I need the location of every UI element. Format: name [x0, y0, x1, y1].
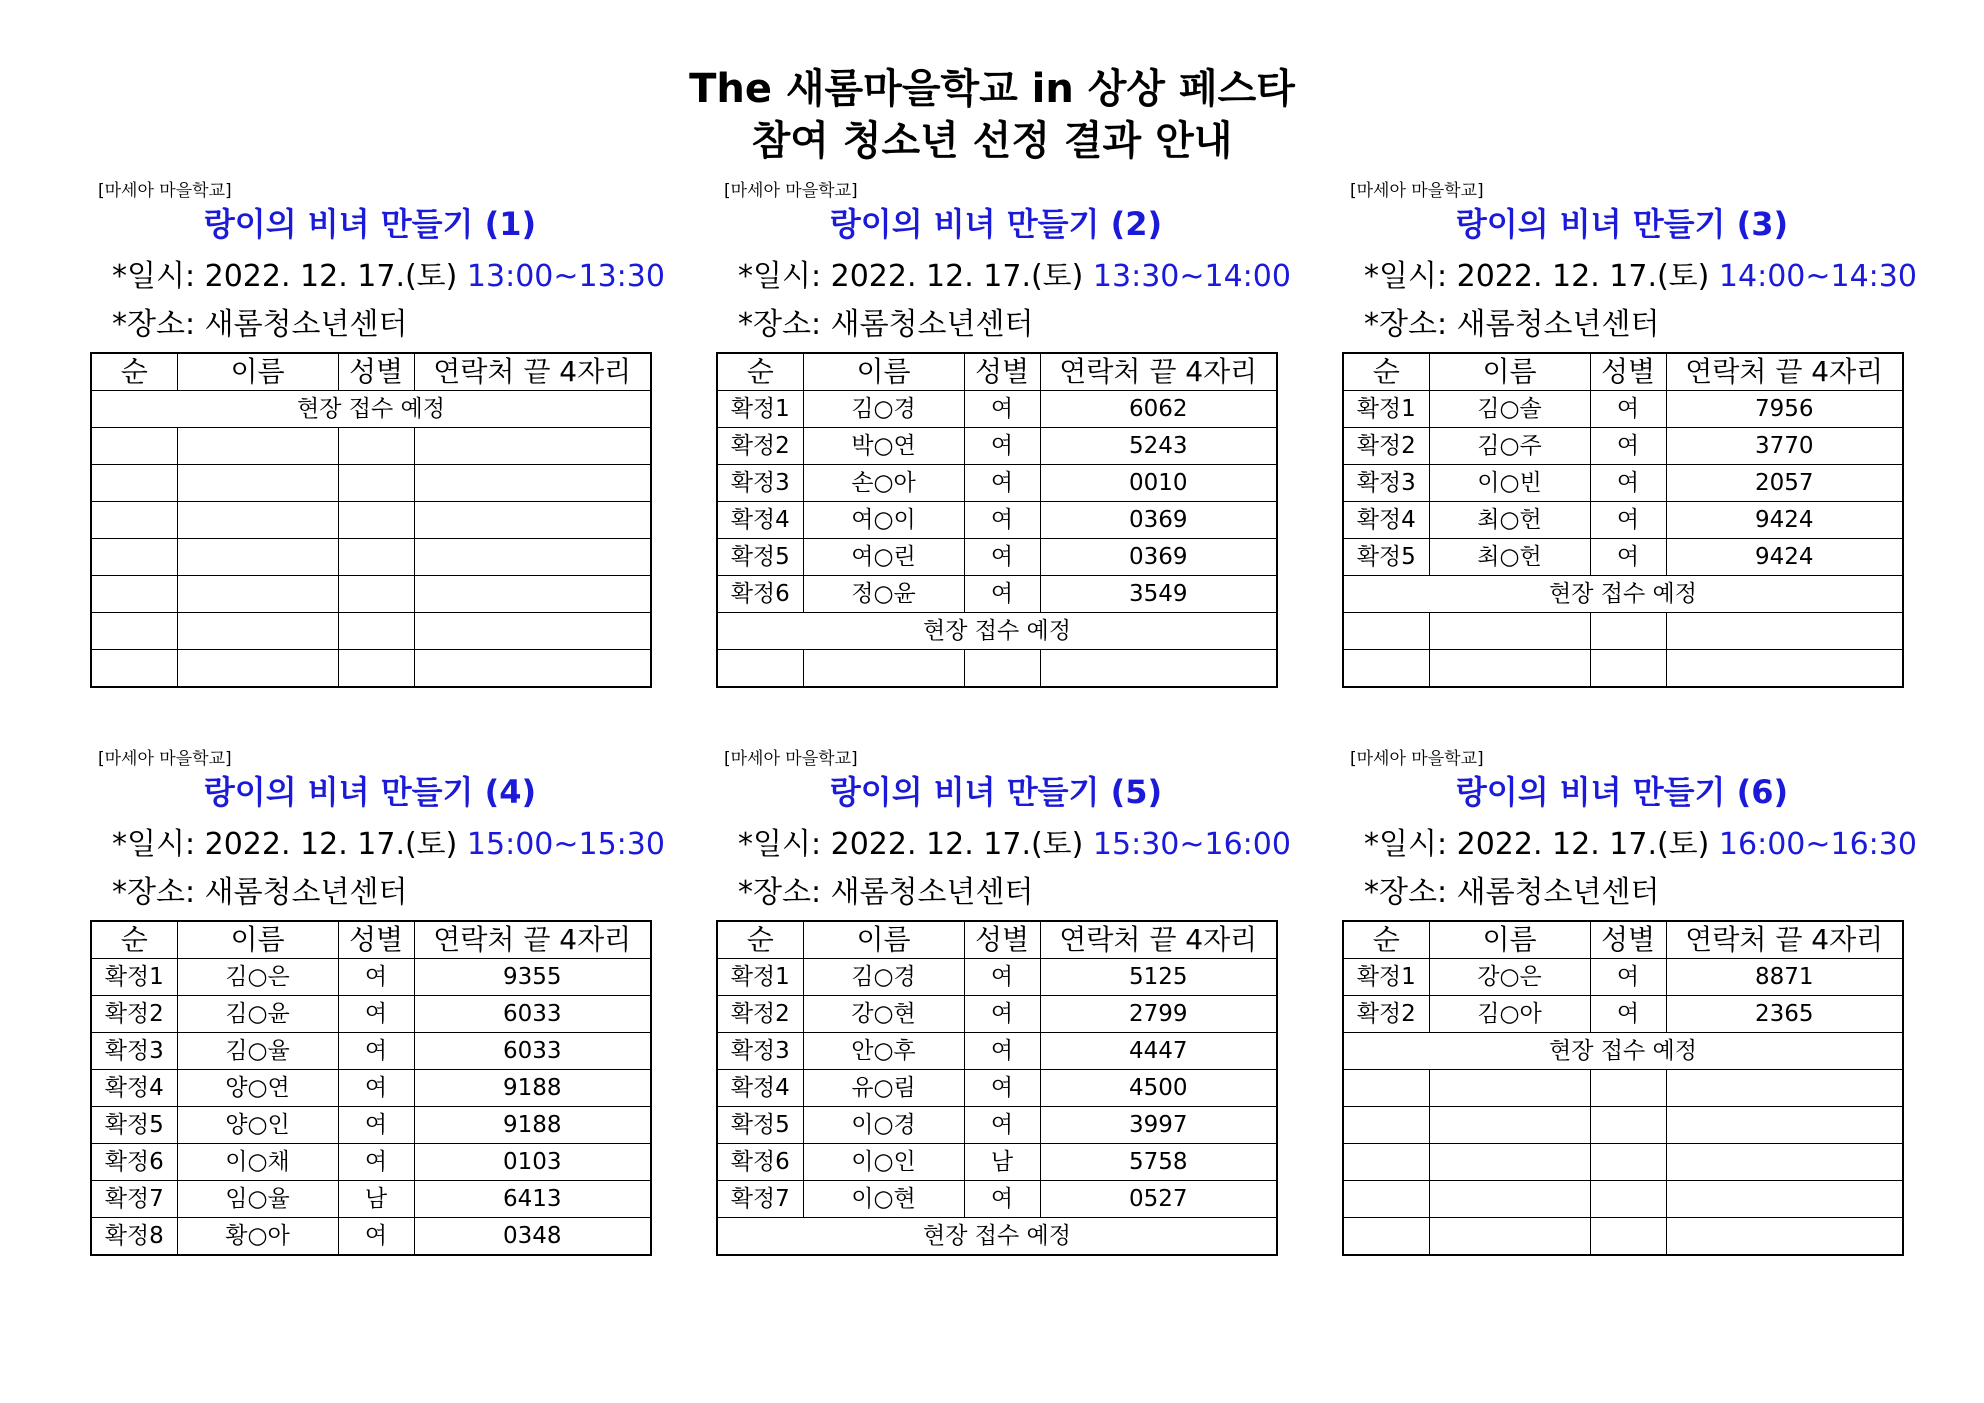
table-cell: 여	[964, 428, 1040, 465]
table-cell: 확정7	[91, 1181, 177, 1218]
column-header: 성별	[338, 353, 414, 391]
empty-row	[91, 650, 651, 688]
empty-cell	[414, 576, 651, 613]
table-cell: 확정3	[717, 465, 803, 502]
table-cell: 확정3	[1343, 465, 1429, 502]
table-cell: 정○윤	[803, 576, 964, 613]
table-cell: 여	[1590, 465, 1666, 502]
empty-cell	[1590, 650, 1666, 688]
table-cell: 여	[964, 1107, 1040, 1144]
table-cell: 0348	[414, 1218, 651, 1256]
table-cell: 7956	[1666, 391, 1903, 428]
empty-cell	[91, 465, 177, 502]
onsite-note: 현장 접수 예정	[1343, 576, 1903, 613]
table-cell: 확정3	[717, 1033, 803, 1070]
empty-cell	[177, 576, 338, 613]
program-place: *장소: 새롬청소년센터	[112, 307, 408, 342]
empty-cell	[338, 428, 414, 465]
table-cell: 9424	[1666, 502, 1903, 539]
header-row	[91, 921, 651, 959]
table-cell: 여	[338, 1107, 414, 1144]
empty-cell	[964, 650, 1040, 688]
table-cell: 이○채	[177, 1144, 338, 1181]
onsite-row	[717, 613, 1277, 650]
empty-cell	[1429, 1107, 1590, 1144]
table-cell: 4500	[1040, 1070, 1277, 1107]
table-cell: 최○헌	[1429, 539, 1590, 576]
table-cell: 확정1	[717, 391, 803, 428]
table-cell: 9188	[414, 1107, 651, 1144]
empty-row	[91, 465, 651, 502]
table-cell: 안○후	[803, 1033, 964, 1070]
table-cell: 여	[1590, 502, 1666, 539]
table-cell: 유○림	[803, 1070, 964, 1107]
empty-cell	[1343, 1218, 1429, 1256]
header-row	[1343, 921, 1903, 959]
empty-cell	[1590, 1144, 1666, 1181]
table-cell: 최○헌	[1429, 502, 1590, 539]
table-cell: 확정5	[1343, 539, 1429, 576]
time-range: 16:00~16:30	[1718, 827, 1917, 862]
empty-cell	[338, 539, 414, 576]
table-cell: 4447	[1040, 1033, 1277, 1070]
empty-cell	[1343, 613, 1429, 650]
table-cell: 남	[338, 1181, 414, 1218]
empty-cell	[177, 502, 338, 539]
column-header: 이름	[803, 353, 964, 391]
empty-cell	[91, 428, 177, 465]
program-date	[738, 258, 1291, 296]
table-cell: 5243	[1040, 428, 1277, 465]
program-title: 랑이의 비녀 만들기 (6)	[1455, 773, 1789, 811]
table-row	[717, 1033, 1277, 1070]
table-cell: 0527	[1040, 1181, 1277, 1218]
table-cell: 확정4	[1343, 502, 1429, 539]
table-row	[717, 391, 1277, 428]
empty-cell	[177, 539, 338, 576]
table-cell: 확정2	[91, 996, 177, 1033]
empty-cell	[1666, 650, 1903, 688]
table-cell: 9355	[414, 959, 651, 996]
header-row	[91, 353, 651, 391]
table-cell: 확정2	[1343, 996, 1429, 1033]
table-cell: 확정5	[717, 1107, 803, 1144]
empty-cell	[414, 650, 651, 688]
table-cell: 0103	[414, 1144, 651, 1181]
table-cell: 6033	[414, 996, 651, 1033]
program-title: 랑이의 비녀 만들기 (2)	[829, 205, 1163, 243]
empty-cell	[1590, 1070, 1666, 1107]
empty-cell	[1590, 613, 1666, 650]
table-cell: 김○경	[803, 959, 964, 996]
table-cell: 3997	[1040, 1107, 1277, 1144]
table-row	[91, 1218, 651, 1256]
column-header: 연락처 끝 4자리	[1666, 921, 1903, 959]
table-row	[717, 1107, 1277, 1144]
program-title: 랑이의 비녀 만들기 (1)	[203, 205, 537, 243]
table-cell: 9188	[414, 1070, 651, 1107]
empty-cell	[91, 502, 177, 539]
date-label: *일시: 2022. 12. 17.(토)	[1364, 259, 1719, 294]
empty-cell	[1666, 1181, 1903, 1218]
program-title: 랑이의 비녀 만들기 (5)	[829, 773, 1163, 811]
date-label: *일시: 2022. 12. 17.(토)	[738, 827, 1093, 862]
table-cell: 김○주	[1429, 428, 1590, 465]
time-range: 15:30~16:00	[1092, 827, 1291, 862]
empty-cell	[1429, 1144, 1590, 1181]
empty-row	[91, 539, 651, 576]
time-range: 15:00~15:30	[466, 827, 665, 862]
empty-cell	[1343, 650, 1429, 688]
roster-table	[1342, 920, 1904, 1256]
program-date	[738, 826, 1291, 864]
table-row	[91, 1107, 651, 1144]
empty-row	[91, 502, 651, 539]
table-cell: 3770	[1666, 428, 1903, 465]
table-cell: 여	[1590, 996, 1666, 1033]
table-cell: 여	[338, 996, 414, 1033]
empty-cell	[1666, 613, 1903, 650]
empty-cell	[1429, 613, 1590, 650]
table-cell: 확정6	[717, 1144, 803, 1181]
table-cell: 확정2	[1343, 428, 1429, 465]
table-cell: 9424	[1666, 539, 1903, 576]
column-header: 이름	[177, 353, 338, 391]
table-cell: 양○연	[177, 1070, 338, 1107]
program-title: 랑이의 비녀 만들기 (4)	[203, 773, 537, 811]
program-date	[1364, 258, 1917, 296]
date-label: *일시: 2022. 12. 17.(토)	[738, 259, 1093, 294]
table-cell: 0010	[1040, 465, 1277, 502]
table-cell: 여	[964, 1070, 1040, 1107]
table-cell: 확정5	[91, 1107, 177, 1144]
table-cell: 여	[964, 391, 1040, 428]
column-header: 연락처 끝 4자리	[1040, 353, 1277, 391]
column-header: 이름	[177, 921, 338, 959]
table-row	[1343, 959, 1903, 996]
empty-cell	[1429, 650, 1590, 688]
empty-cell	[1590, 1181, 1666, 1218]
empty-row	[91, 428, 651, 465]
table-cell: 황○아	[177, 1218, 338, 1256]
header-row	[1343, 353, 1903, 391]
header-row	[717, 921, 1277, 959]
table-cell: 임○율	[177, 1181, 338, 1218]
column-header: 연락처 끝 4자리	[414, 353, 651, 391]
table-cell: 확정1	[1343, 959, 1429, 996]
program-title: 랑이의 비녀 만들기 (3)	[1455, 205, 1789, 243]
empty-cell	[177, 650, 338, 688]
time-range: 13:30~14:00	[1092, 259, 1291, 294]
empty-row	[1343, 613, 1903, 650]
table-cell: 6062	[1040, 391, 1277, 428]
table-cell: 확정5	[717, 539, 803, 576]
column-header: 순	[91, 353, 177, 391]
empty-cell	[414, 539, 651, 576]
table-cell: 여	[964, 959, 1040, 996]
column-header: 성별	[1590, 353, 1666, 391]
onsite-row	[717, 1218, 1277, 1256]
program-place: *장소: 새롬청소년센터	[1364, 875, 1660, 910]
empty-cell	[1343, 1070, 1429, 1107]
roster-table	[716, 352, 1278, 688]
organizer-label: [마세아 마을학교]	[724, 181, 858, 201]
table-cell: 확정1	[1343, 391, 1429, 428]
program-place: *장소: 새롬청소년센터	[1364, 307, 1660, 342]
table-cell: 여○이	[803, 502, 964, 539]
table-cell: 여	[338, 959, 414, 996]
table-cell: 여	[964, 502, 1040, 539]
table-cell: 여○린	[803, 539, 964, 576]
table-cell: 여	[1590, 539, 1666, 576]
table-cell: 확정8	[91, 1218, 177, 1256]
page-title: The 새롬마을학교 in 상상 페스타	[689, 66, 1295, 112]
empty-cell	[717, 650, 803, 688]
empty-row	[91, 576, 651, 613]
column-header: 성별	[964, 921, 1040, 959]
table-row	[91, 1033, 651, 1070]
empty-cell	[91, 539, 177, 576]
empty-row	[1343, 1218, 1903, 1256]
table-cell: 여	[964, 465, 1040, 502]
program-place: *장소: 새롬청소년센터	[738, 875, 1034, 910]
column-header: 연락처 끝 4자리	[1040, 921, 1277, 959]
table-cell: 이○인	[803, 1144, 964, 1181]
empty-cell	[1666, 1218, 1903, 1256]
table-cell: 여	[338, 1070, 414, 1107]
table-cell: 이○현	[803, 1181, 964, 1218]
table-cell: 김○윤	[177, 996, 338, 1033]
table-row	[91, 1181, 651, 1218]
column-header: 성별	[1590, 921, 1666, 959]
table-cell: 8871	[1666, 959, 1903, 996]
table-cell: 0369	[1040, 539, 1277, 576]
empty-row	[91, 613, 651, 650]
table-row	[717, 465, 1277, 502]
empty-cell	[338, 613, 414, 650]
table-cell: 남	[964, 1144, 1040, 1181]
empty-cell	[1666, 1144, 1903, 1181]
table-cell: 여	[964, 1181, 1040, 1218]
table-cell: 확정3	[91, 1033, 177, 1070]
table-cell: 여	[338, 1033, 414, 1070]
empty-cell	[414, 502, 651, 539]
empty-cell	[1590, 1218, 1666, 1256]
date-label: *일시: 2022. 12. 17.(토)	[1364, 827, 1719, 862]
column-header: 이름	[1429, 353, 1590, 391]
onsite-row	[1343, 1033, 1903, 1070]
organizer-label: [마세아 마을학교]	[1350, 181, 1484, 201]
program-date	[1364, 826, 1917, 864]
empty-cell	[177, 428, 338, 465]
empty-cell	[1429, 1181, 1590, 1218]
roster-table	[90, 920, 652, 1256]
table-cell: 2057	[1666, 465, 1903, 502]
empty-row	[1343, 650, 1903, 688]
table-cell: 이○빈	[1429, 465, 1590, 502]
table-row	[717, 1144, 1277, 1181]
table-cell: 여	[964, 576, 1040, 613]
column-header: 이름	[803, 921, 964, 959]
table-row	[717, 1181, 1277, 1218]
empty-cell	[177, 465, 338, 502]
table-cell: 확정1	[717, 959, 803, 996]
table-cell: 강○은	[1429, 959, 1590, 996]
empty-cell	[1590, 1107, 1666, 1144]
empty-row	[1343, 1070, 1903, 1107]
empty-cell	[177, 613, 338, 650]
table-row	[91, 996, 651, 1033]
empty-cell	[91, 613, 177, 650]
table-cell: 확정6	[717, 576, 803, 613]
header-row	[717, 353, 1277, 391]
table-row	[717, 502, 1277, 539]
table-cell: 확정4	[717, 502, 803, 539]
organizer-label: [마세아 마을학교]	[724, 749, 858, 769]
table-cell: 6033	[414, 1033, 651, 1070]
table-cell: 양○인	[177, 1107, 338, 1144]
empty-cell	[91, 650, 177, 688]
table-cell: 0369	[1040, 502, 1277, 539]
table-cell: 김○솔	[1429, 391, 1590, 428]
date-label: *일시: 2022. 12. 17.(토)	[112, 827, 467, 862]
table-row	[1343, 428, 1903, 465]
time-range: 14:00~14:30	[1718, 259, 1917, 294]
table-cell: 여	[1590, 391, 1666, 428]
table-cell: 여	[964, 539, 1040, 576]
empty-cell	[414, 465, 651, 502]
roster-table	[716, 920, 1278, 1256]
table-cell: 확정6	[91, 1144, 177, 1181]
empty-cell	[338, 650, 414, 688]
column-header: 연락처 끝 4자리	[414, 921, 651, 959]
table-cell: 여	[1590, 959, 1666, 996]
empty-cell	[1343, 1144, 1429, 1181]
table-cell: 김○경	[803, 391, 964, 428]
column-header: 순	[717, 353, 803, 391]
table-cell: 여	[338, 1218, 414, 1256]
column-header: 순	[91, 921, 177, 959]
table-cell: 2365	[1666, 996, 1903, 1033]
table-cell: 확정1	[91, 959, 177, 996]
column-header: 성별	[338, 921, 414, 959]
table-cell: 김○은	[177, 959, 338, 996]
table-row	[1343, 391, 1903, 428]
column-header: 이름	[1429, 921, 1590, 959]
empty-cell	[338, 576, 414, 613]
table-cell: 3549	[1040, 576, 1277, 613]
table-cell: 확정2	[717, 428, 803, 465]
table-cell: 확정4	[717, 1070, 803, 1107]
table-cell: 여	[964, 996, 1040, 1033]
table-row	[717, 428, 1277, 465]
organizer-label: [마세아 마을학교]	[98, 181, 232, 201]
table-cell: 강○현	[803, 996, 964, 1033]
page-subtitle: 참여 청소년 선정 결과 안내	[751, 118, 1233, 164]
onsite-note: 현장 접수 예정	[1343, 1033, 1903, 1070]
empty-row	[1343, 1107, 1903, 1144]
table-cell: 확정4	[91, 1070, 177, 1107]
table-cell: 5758	[1040, 1144, 1277, 1181]
program-date	[112, 258, 665, 296]
time-range: 13:00~13:30	[466, 259, 665, 294]
program-date	[112, 826, 665, 864]
table-cell: 확정7	[717, 1181, 803, 1218]
date-label: *일시: 2022. 12. 17.(토)	[112, 259, 467, 294]
onsite-row	[1343, 576, 1903, 613]
empty-cell	[338, 502, 414, 539]
empty-cell	[1666, 1107, 1903, 1144]
table-cell: 확정2	[717, 996, 803, 1033]
table-cell: 여	[1590, 428, 1666, 465]
empty-row	[717, 650, 1277, 688]
table-cell: 6413	[414, 1181, 651, 1218]
table-row	[1343, 996, 1903, 1033]
table-row	[91, 959, 651, 996]
table-cell: 김○아	[1429, 996, 1590, 1033]
table-row	[717, 1070, 1277, 1107]
table-row	[717, 539, 1277, 576]
column-header: 성별	[964, 353, 1040, 391]
table-row	[91, 1144, 651, 1181]
table-row	[1343, 539, 1903, 576]
table-row	[91, 1070, 651, 1107]
empty-cell	[1040, 650, 1277, 688]
empty-cell	[91, 576, 177, 613]
table-row	[1343, 465, 1903, 502]
onsite-row	[91, 391, 651, 428]
table-cell: 김○율	[177, 1033, 338, 1070]
table-row	[717, 959, 1277, 996]
table-cell: 2799	[1040, 996, 1277, 1033]
table-row	[717, 996, 1277, 1033]
table-cell: 박○연	[803, 428, 964, 465]
organizer-label: [마세아 마을학교]	[98, 749, 232, 769]
empty-row	[1343, 1181, 1903, 1218]
roster-table	[90, 352, 652, 688]
empty-cell	[1666, 1070, 1903, 1107]
program-place: *장소: 새롬청소년센터	[738, 307, 1034, 342]
onsite-note: 현장 접수 예정	[717, 1218, 1277, 1256]
program-place: *장소: 새롬청소년센터	[112, 875, 408, 910]
organizer-label: [마세아 마을학교]	[1350, 749, 1484, 769]
table-cell: 5125	[1040, 959, 1277, 996]
empty-cell	[1343, 1181, 1429, 1218]
empty-row	[1343, 1144, 1903, 1181]
empty-cell	[1343, 1107, 1429, 1144]
table-cell: 여	[338, 1144, 414, 1181]
table-cell: 이○경	[803, 1107, 964, 1144]
table-row	[717, 576, 1277, 613]
table-cell: 여	[964, 1033, 1040, 1070]
empty-cell	[414, 613, 651, 650]
empty-cell	[1429, 1218, 1590, 1256]
table-row	[1343, 502, 1903, 539]
column-header: 순	[1343, 921, 1429, 959]
table-cell: 손○아	[803, 465, 964, 502]
onsite-note: 현장 접수 예정	[91, 391, 651, 428]
empty-cell	[338, 465, 414, 502]
empty-cell	[1429, 1070, 1590, 1107]
empty-cell	[414, 428, 651, 465]
onsite-note: 현장 접수 예정	[717, 613, 1277, 650]
column-header: 연락처 끝 4자리	[1666, 353, 1903, 391]
column-header: 순	[1343, 353, 1429, 391]
roster-table	[1342, 352, 1904, 688]
column-header: 순	[717, 921, 803, 959]
empty-cell	[803, 650, 964, 688]
